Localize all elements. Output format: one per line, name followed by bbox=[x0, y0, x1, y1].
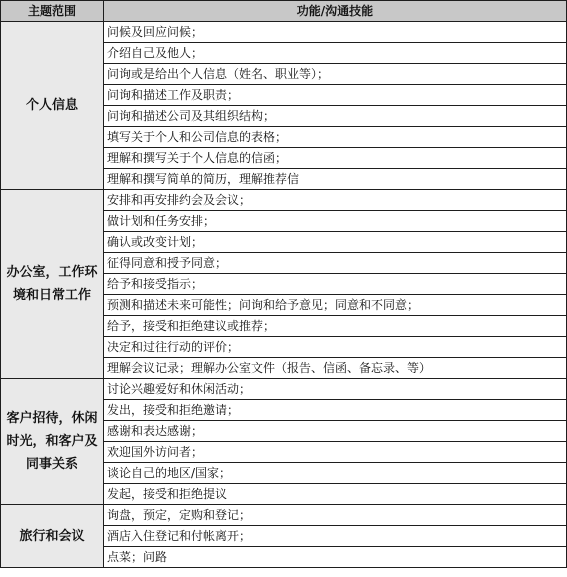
skill-cell: 点菜；问路 bbox=[104, 547, 567, 568]
skill-cell: 做计划和任务安排； bbox=[104, 211, 567, 232]
topic-column-header: 主题范围 bbox=[1, 1, 104, 22]
skill-cell: 给予和接受指示； bbox=[104, 274, 567, 295]
skill-cell: 给予，接受和拒绝建议或推荐； bbox=[104, 316, 567, 337]
skill-cell: 理解和撰写简单的简历，理解推荐信 bbox=[104, 169, 567, 190]
skill-cell: 欢迎国外访问者； bbox=[104, 442, 567, 463]
skill-cell: 询盘，预定，定购和登记； bbox=[104, 505, 567, 526]
skill-cell: 征得同意和授予同意； bbox=[104, 253, 567, 274]
table-row bbox=[1, 505, 567, 526]
topic-cell: 个人信息 bbox=[1, 22, 104, 190]
topic-cell: 旅行和会议 bbox=[1, 505, 104, 568]
skills-column-header: 功能/沟通技能 bbox=[104, 1, 567, 22]
table-row bbox=[1, 22, 567, 43]
topic-cell: 办公室，工作环 境和日常工作 bbox=[1, 190, 104, 379]
skill-cell: 理解和撰写关于个人信息的信函； bbox=[104, 148, 567, 169]
table-row bbox=[1, 379, 567, 400]
skill-cell: 谈论自己的地区/国家； bbox=[104, 463, 567, 484]
table-row bbox=[1, 190, 567, 211]
skill-cell: 介绍自己及他人； bbox=[104, 43, 567, 64]
topic-cell: 客户招待，休闲 时光，和客户及 同事关系 bbox=[1, 379, 104, 505]
skill-cell: 讨论兴趣爱好和休闲活动； bbox=[104, 379, 567, 400]
skill-cell: 理解会议记录；理解办公室文件（报告、信函、备忘录、等） bbox=[104, 358, 567, 379]
skill-cell: 问候及回应问候； bbox=[104, 22, 567, 43]
skill-cell: 酒店入住登记和付帐离开； bbox=[104, 526, 567, 547]
skill-cell: 问询和描述公司及其组织结构； bbox=[104, 106, 567, 127]
skill-cell: 问询或是给出个人信息（姓名、职业等）； bbox=[104, 64, 567, 85]
skill-cell: 发起，接受和拒绝提议 bbox=[104, 484, 567, 505]
skill-cell: 安排和再安排约会及会议； bbox=[104, 190, 567, 211]
header-row bbox=[1, 1, 567, 22]
skill-cell: 决定和过往行动的评价； bbox=[104, 337, 567, 358]
table-body bbox=[1, 22, 567, 568]
skill-cell: 问询和描述工作及职责； bbox=[104, 85, 567, 106]
skill-cell: 发出，接受和拒绝邀请； bbox=[104, 400, 567, 421]
skill-cell: 填写关于个人和公司信息的表格； bbox=[104, 127, 567, 148]
skill-cell: 感谢和表达感谢； bbox=[104, 421, 567, 442]
skill-cell: 确认或改变计划； bbox=[104, 232, 567, 253]
skill-cell: 预测和描述未来可能性；问询和给予意见；同意和不同意； bbox=[104, 295, 567, 316]
